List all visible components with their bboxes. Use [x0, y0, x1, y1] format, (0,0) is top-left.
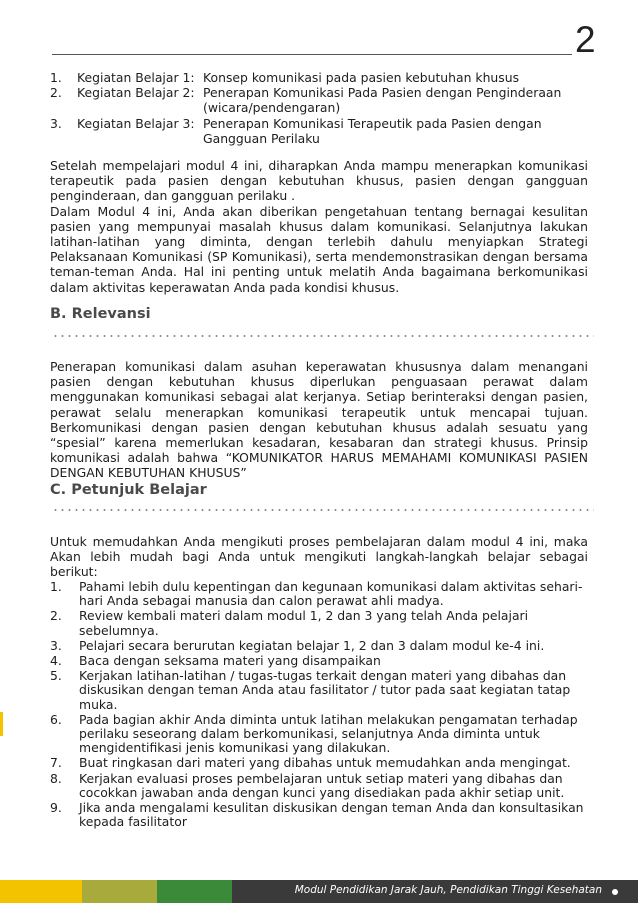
list-number: 5.	[50, 668, 62, 684]
kegiatan-number: 1.	[50, 70, 62, 85]
list-number: 8.	[50, 770, 62, 786]
list-number: 1.	[50, 579, 62, 594]
list-text: Pada bagian akhir Anda diminta untuk latihan melakukan pengamatan terhadap perilaku seseorang dalam berkomunikasi, selanjutnya Anda diminta untuk mengidentifikasi jenis komunikasi yang dilakukan.	[79, 711, 578, 756]
footer-segment-dark	[232, 880, 638, 903]
list-number: 9.	[50, 800, 62, 816]
footer-segment-yellow	[0, 880, 82, 903]
kegiatan-number: 3.	[50, 116, 62, 131]
list-number: 4.	[50, 653, 62, 669]
relevansi-text: Penerapan komunikasi dalam asuhan keperawatan khususnya dalam menangani pasien dengan kebutuhan khusus diperlukan penguasaan perawat dalam menggunakan komunikasi sebagai alat kerjanya. Setiap berinteraksi dengan pasien, perawat selalu menerapkan komunikasi terapeutik untuk mencapai tujuan. Berkomunikasi dengan pasien dengan kebutuhan khusus adalah sesuatu yang “spesial” karena memerlukan kesadaran, kesabaran dan strategi khusus. Prinsip komunikasi adalah bahwa “KOMUNIKATOR HARUS MEMAHAMI KOMUNIKASI PASIEN DENGAN KEBUTUHAN KHUSUS”	[50, 359, 588, 481]
list-item	[50, 801, 588, 829]
list-text: Pahami lebih dulu kepentingan dan kegunaan komunikasi dalam aktivitas sehari-hari Anda sebagai manusia dan calon perawat ahli madya.	[79, 579, 583, 609]
kegiatan-title: Konsep komunikasi pada pasien kebutuhan khusus	[203, 70, 520, 85]
page-number: 2	[575, 19, 596, 60]
intro-text	[50, 158, 588, 295]
list-text: Buat ringkasan dari materi yang dibahas untuk memudahkan anda mengingat.	[79, 755, 571, 771]
header-rule	[52, 54, 572, 55]
kegiatan-label: Kegiatan Belajar 3:	[77, 116, 195, 131]
footer-segment-olive	[82, 880, 157, 903]
kegiatan-title: Penerapan Komunikasi Pada Pasien dengan Penginderaan (wicara/pendengaran)	[203, 85, 562, 115]
list-number: 6.	[50, 711, 62, 727]
dotted-divider	[52, 509, 594, 511]
footer-text: Modul Pendidikan Jarak Jauh, Pendidikan Tinggi Kesehatan	[294, 884, 602, 896]
list-item	[50, 609, 588, 637]
list-item	[50, 654, 588, 668]
list-number: 7.	[50, 755, 62, 771]
intro-paragraph-2: Dalam Modul 4 ini, Anda akan diberikan pengetahuan tentang bernagai kesulitan pasien yang mempunyai masalah khusus dalam komunikasi. Selanjutnya lakukan latihan-latihan yang diminta, dengan terlebih dahulu menyiapkan Strategi Pelaksanaan Komunikasi (SP Komunikasi), serta mendemonstrasikan dengan bersama teman-teman Anda. Hal ini penting untuk melatih Anda bagaimana berkomunikasi dalam aktivitas keperawatan Anda pada kondisi khusus.	[50, 203, 588, 295]
section-heading-petunjuk: C. Petunjuk Belajar	[50, 482, 207, 498]
list-item	[50, 756, 588, 770]
list-text: Jika anda mengalami kesulitan diskusikan dengan teman Anda dan konsultasikan kepada fasilitator	[79, 800, 584, 830]
kegiatan-number: 2.	[50, 85, 62, 100]
list-number: 3.	[50, 637, 62, 653]
kegiatan-title: Penerapan Komunikasi Terapeutik pada Pasien dengan Gangguan Perilaku	[203, 116, 542, 146]
list-item	[50, 639, 588, 653]
footer-segment-green	[157, 880, 232, 903]
kegiatan-label: Kegiatan Belajar 1:	[77, 70, 195, 85]
list-text: Review kembali materi dalam modul 1, 2 dan 3 yang telah Anda pelajari sebelumnya.	[79, 608, 529, 638]
list-number: 2.	[50, 608, 62, 624]
footer-bar	[0, 880, 638, 903]
margin-marker	[0, 712, 3, 736]
kegiatan-label: Kegiatan Belajar 2:	[77, 85, 195, 100]
list-item	[50, 669, 588, 712]
petunjuk-intro: Untuk memudahkan Anda mengikuti proses pembelajaran dalam modul 4 ini, maka Akan lebih mudah bagi Anda untuk mengikuti langkah-langkah belajar sebagai berikut:	[50, 534, 588, 580]
list-text: Baca dengan seksama materi yang disampaikan	[79, 653, 381, 669]
dotted-divider	[52, 335, 594, 337]
section-heading-relevansi: B. Relevansi	[50, 306, 151, 322]
bullet-dot-icon	[612, 889, 618, 895]
list-item	[50, 713, 588, 756]
petunjuk-list	[50, 580, 588, 830]
list-item	[50, 772, 588, 800]
list-text: Pelajari secara berurutan kegiatan belajar 1, 2 dan 3 dalam modul ke-4 ini.	[79, 637, 545, 653]
list-text: Kerjakan evaluasi proses pembelajaran untuk setiap materi yang dibahas dan cocokkan jawaban anda dengan kunci yang disediakan pada akhir setiap unit.	[79, 770, 565, 800]
intro-paragraph-1: Setelah mempelajari modul 4 ini, diharapkan Anda mampu menerapkan komunikasi terapeutik pada pasien dengan kebutuhan khusus, pasien dengan gangguan penginderaan, dan gangguan perilaku .	[50, 158, 588, 204]
list-item	[50, 580, 588, 608]
list-text: Kerjakan latihan-latihan / tugas-tugas terkait dengan materi yang dibahas dan diskusikan dengan teman Anda atau fasilitator / tutor pada saat kegiatan tatap muka.	[79, 668, 571, 712]
